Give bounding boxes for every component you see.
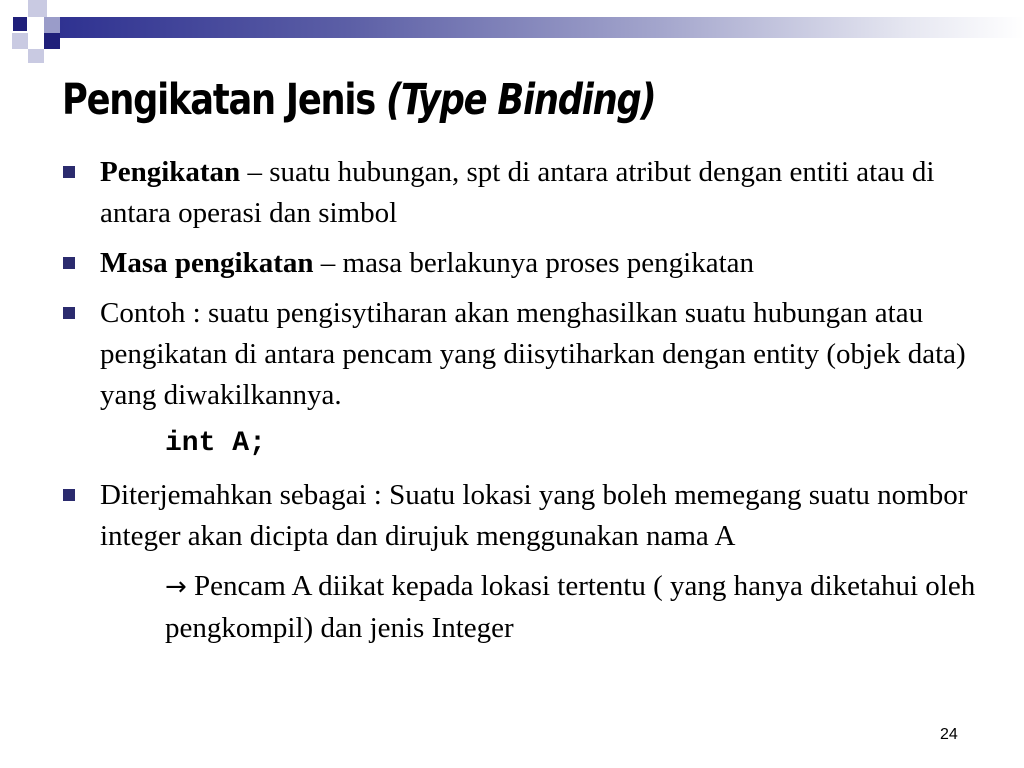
- bullet-item: [62, 152, 982, 234]
- bullet-term: Masa pengikatan: [100, 247, 314, 279]
- bullet-text: Diterjemahkan sebagai : Suatu lokasi yang boleh memegang suatu nombor integer akan dicipta dan dirujuk menggunakan nama A: [100, 479, 968, 552]
- decor-square: [28, 0, 47, 17]
- bullet-item: [62, 243, 982, 284]
- decor-square: [13, 17, 27, 31]
- bullet-text: – suatu hubungan, spt di antara atribut dengan entiti atau di antara operasi dan simbol: [100, 156, 935, 229]
- slide-content: [62, 152, 982, 649]
- bullet-text: – masa berlakunya proses pengikatan: [313, 247, 755, 279]
- decor-square: [12, 33, 28, 49]
- square-bullet-icon: [63, 257, 75, 269]
- square-bullet-icon: [63, 166, 75, 178]
- decor-square: [28, 49, 44, 63]
- code-example: int A;: [165, 428, 266, 459]
- slide-title: [62, 70, 655, 130]
- header-gradient-bar: [60, 17, 1024, 38]
- bullet-text: Contoh : suatu pengisytiharan akan menghasilkan suatu hubungan atau pengikatan di antara pencam yang diisytiharkan dengan entity (objek data) yang diwakilkannya.: [100, 297, 966, 411]
- bullet-term: Pengikatan: [100, 156, 241, 188]
- decor-square: [44, 33, 60, 49]
- decor-square: [44, 17, 60, 33]
- bullet-item: [62, 475, 982, 557]
- arrow-right-icon: →: [165, 572, 187, 602]
- title-italic: (Type Binding): [386, 75, 656, 125]
- sub-note-text: Pencam A diikat kepada lokasi tertentu ( yang hanya diketahui oleh pengkompil) dan jenis Integer: [165, 570, 976, 644]
- page-number: 24: [940, 726, 958, 743]
- square-bullet-icon: [63, 489, 75, 501]
- title-main: Pengikatan Jenis: [62, 75, 387, 125]
- square-bullet-icon: [63, 307, 75, 319]
- bullet-item: [62, 293, 982, 416]
- sub-note: [165, 566, 982, 649]
